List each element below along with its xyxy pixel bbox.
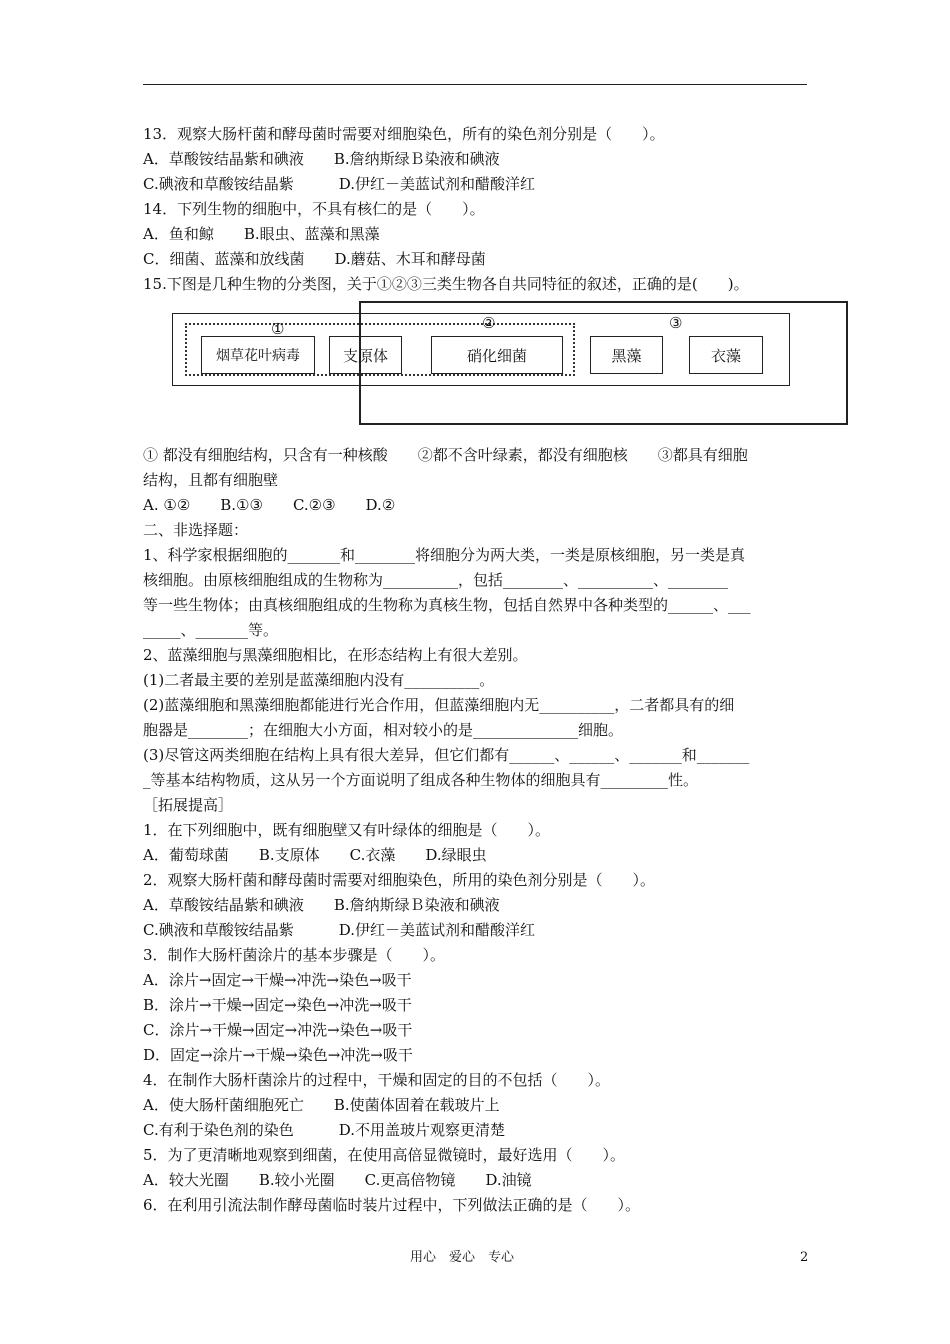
text-line: A．草酸铵结晶紫和碘液 B.詹纳斯绿Ｂ染液和碘液	[143, 150, 500, 168]
organism-chlamydomonas: 衣藻	[689, 336, 763, 374]
text-line: ① 都没有细胞结构，只含有一种核酸 ②都不含叶绿素，都没有细胞核 ③都具有细胞	[143, 446, 748, 464]
text-line: A．葡萄球菌 B.支原体 C.衣藻 D.绿眼虫	[143, 846, 487, 864]
text-line: 14．下列生物的细胞中，不具有核仁的是（ ）。	[143, 200, 485, 218]
text-line: 1、科学家根据细胞的_______和________将细胞分为两大类，一类是原核细胞，另一类是真	[143, 546, 746, 564]
text-line: 结构，且都有细胞壁	[143, 471, 279, 489]
section-heading: 二、非选择题：	[143, 521, 249, 539]
text-line: 2、蓝藻细胞与黑藻细胞相比，在形态结构上有很大差别。	[143, 646, 528, 664]
group-2-label: ②	[482, 314, 496, 332]
text-line: 5．为了更清晰地观察到细菌，在使用高倍显微镜时，最好选用（ ）。	[143, 1146, 626, 1164]
questions-part2	[143, 443, 811, 1218]
text-line: A．使大肠杆菌细胞死亡 B.使菌体固着在载玻片上	[143, 1096, 500, 1114]
text-line: 6．在利用引流法制作酵母菌临时装片过程中，下列做法正确的是（ ）。	[143, 1196, 641, 1214]
text-line: 3．制作大肠杆菌涂片的基本步骤是（ ）。	[143, 946, 446, 964]
section-heading: ［拓展提高］	[143, 796, 234, 814]
text-line: 1．在下列细胞中，既有细胞壁又有叶绿体的细胞是（ ）。	[143, 821, 551, 839]
footer-motto: 用心 爱心 专心	[410, 1250, 515, 1265]
text-line: A. ①② B.①③ C.②③ D.②	[143, 496, 396, 514]
text-line: C.碘液和草酸铵结晶紫 D.伊红－美蓝试剂和醋酸洋红	[143, 921, 535, 939]
header-rule	[143, 84, 807, 85]
text-line: _等基本结构物质，这从另一个方面说明了组成各种生物体的细胞具有_________性。	[143, 771, 699, 789]
text-line: _____、_______等。	[143, 621, 279, 639]
organism-mycoplasma: 支原体	[329, 336, 402, 374]
text-line: C．涂片→干燥→固定→冲洗→染色→吸干	[143, 1021, 413, 1039]
group-3-label: ③	[669, 314, 683, 332]
text-line: C.有利于染色剂的染色 D.不用盖玻片观察更清楚	[143, 1121, 505, 1139]
text-line: (3)尽管这两类细胞在结构上具有很大差异，但它们都有______、______、_______和_______	[143, 746, 750, 764]
text-line: A．较大光圈 B.较小光圈 C.更高倍物镜 D.油镜	[143, 1171, 532, 1189]
text-line: (2)蓝藻细胞和黑藻细胞都能进行光合作用，但蓝藻细胞内无__________，二者都具有的细	[143, 696, 735, 714]
questions-part1	[143, 122, 811, 297]
text-line: (1)二者最主要的差别是蓝藻细胞内没有__________。	[143, 671, 495, 689]
page-content	[143, 122, 811, 1218]
organism-hydrilla: 黑藻	[590, 336, 663, 374]
text-line: A．鱼和鲸 B.眼虫、蓝藻和黑藻	[143, 225, 380, 243]
text-line: 核细胞。由原核细胞组成的生物称为__________，包括________、__________、________	[143, 571, 729, 589]
text-line: 胞器是________；在细胞大小方面，相对较小的是______________细胞。	[143, 721, 624, 739]
text-line: D．固定→涂片→干燥→染色→冲洗→吸干	[143, 1046, 413, 1064]
text-line: 2．观察大肠杆菌和酵母菌时需要对细胞染色，所用的染色剂分别是（ ）。	[143, 871, 656, 889]
text-line: A．涂片→固定→干燥→冲洗→染色→吸干	[143, 971, 412, 989]
text-line: B．涂片→干燥→固定→染色→冲洗→吸干	[143, 996, 412, 1014]
group-1-label: ①	[271, 320, 285, 338]
text-line: 13．观察大肠杆菌和酵母菌时需要对细胞染色，所有的染色剂分别是（ ）。	[143, 125, 665, 143]
text-line: C．细菌、蓝藻和放线菌 D.蘑菇、木耳和酵母菌	[143, 250, 486, 268]
text-line: 4．在制作大肠杆菌涂片的过程中，干燥和固定的目的不包括（ ）。	[143, 1071, 611, 1089]
page-number: 2	[800, 1250, 809, 1265]
organism-tobacco-mosaic-virus: 烟草花叶病毒	[201, 336, 315, 374]
text-line: A．草酸铵结晶紫和碘液 B.詹纳斯绿Ｂ染液和碘液	[143, 896, 500, 914]
text-line: C.碘液和草酸铵结晶紫 D.伊红－美蓝试剂和醋酸洋红	[143, 175, 535, 193]
text-line: 15.下图是几种生物的分类图，关于①②③三类生物各自共同特征的叙述，正确的是( )。	[143, 275, 749, 293]
classification-diagram	[143, 297, 811, 443]
text-line: 等一些生物体；由真核细胞组成的生物称为真核生物，包括自然界中各种类型的______、___	[143, 596, 751, 614]
organism-nitrifying-bacteria: 硝化细菌	[431, 336, 563, 374]
